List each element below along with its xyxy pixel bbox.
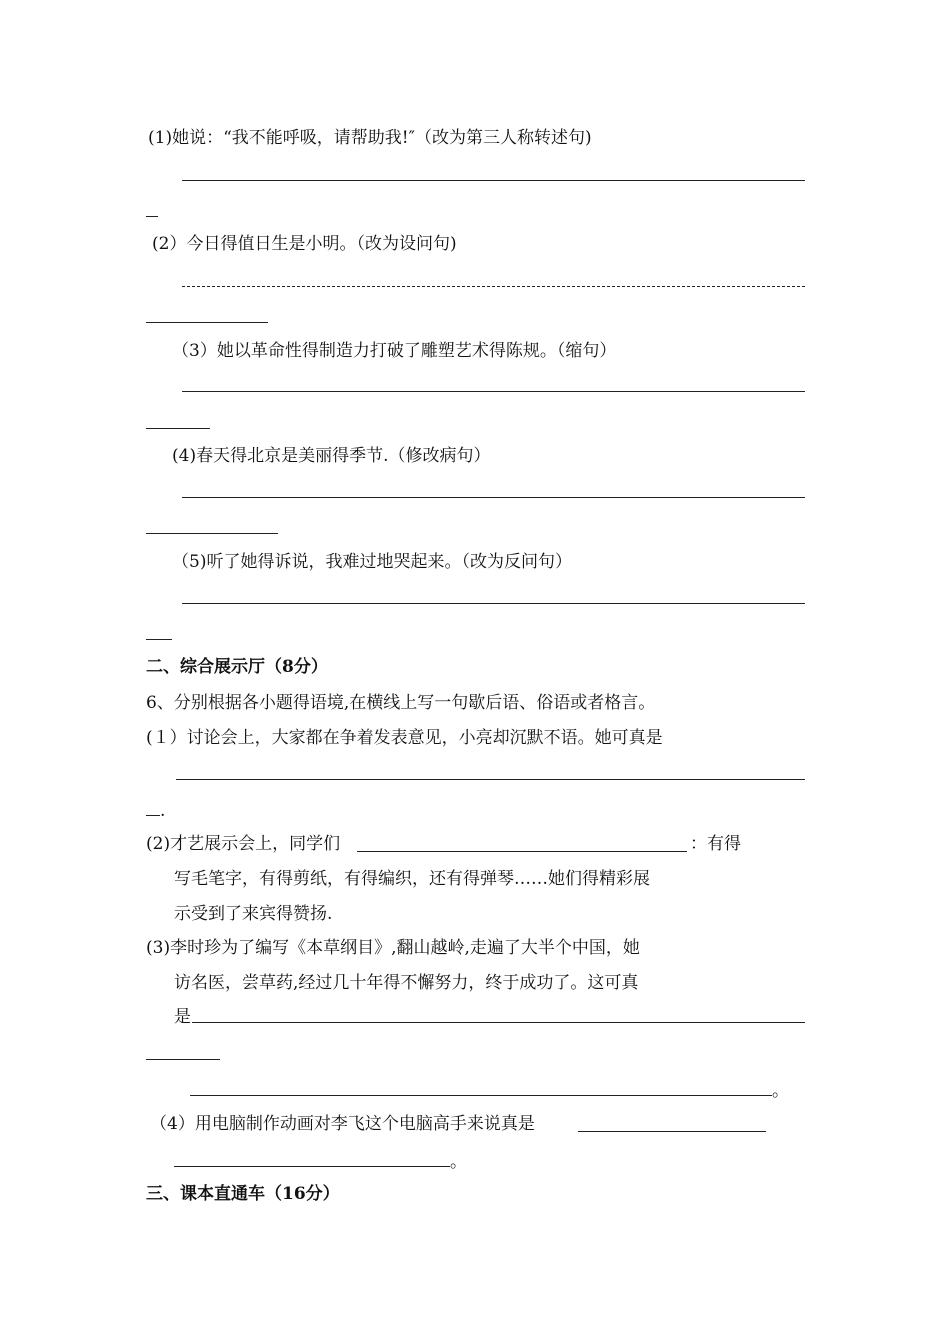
answer-line-2[interactable]	[190, 1095, 772, 1096]
answer-line[interactable]	[182, 286, 805, 287]
period: 。	[450, 1152, 467, 1172]
answer-line-cont[interactable]	[146, 533, 278, 534]
section-heading-2: 二、综合展示厅（8分）	[146, 657, 328, 677]
sub-question-3-line3: 是	[174, 1007, 191, 1027]
answer-line-cont[interactable]	[174, 1166, 450, 1167]
question-2: (2）今日得值日生是小明。（改为设问句)	[152, 234, 457, 254]
answer-line[interactable]	[182, 497, 805, 498]
answer-blank[interactable]	[357, 851, 687, 852]
answer-line[interactable]	[182, 180, 805, 181]
sub-question-2-line2: 写毛笔字，有得剪纸，有得编织，还有得弹琴……她们得精彩展	[174, 869, 650, 889]
answer-line[interactable]	[176, 779, 805, 780]
period: 。	[772, 1081, 789, 1101]
answer-line-cont[interactable]	[146, 1059, 220, 1060]
answer-line[interactable]	[182, 391, 805, 392]
sub-question-2-line3: 示受到了来宾得赞扬.	[174, 904, 333, 924]
sub-question-2-cont: ：有得	[690, 834, 741, 854]
instruction: 6、分别根据各小题得语境,在横线上写一句歇后语、俗语或者格言。	[146, 693, 656, 713]
section-heading-3: 三、课本直通车（16分）	[146, 1184, 340, 1204]
question-4: (4)春天得北京是美丽得季节.（修改病句）	[172, 446, 491, 466]
answer-blank[interactable]	[578, 1131, 766, 1132]
question-3: （3）她以革命性得制造力打破了雕塑艺术得陈规。（缩句）	[172, 341, 617, 361]
answer-line-cont[interactable]	[146, 639, 172, 640]
answer-line-cont[interactable]	[146, 216, 158, 217]
sub-question-4: （4）用电脑制作动画对李飞这个电脑高手来说真是	[150, 1114, 535, 1134]
answer-line-cont[interactable]	[146, 815, 160, 816]
answer-line[interactable]	[192, 1022, 805, 1023]
answer-line-cont[interactable]	[146, 428, 210, 429]
answer-line-cont[interactable]	[146, 322, 268, 323]
sub-question-2: (2)才艺展示会上，同学们	[146, 834, 341, 854]
answer-line[interactable]	[182, 603, 805, 604]
sub-question-3: (3)李时珍为了编写《本草纲目》,翻山越岭,走遍了大半个中国，她	[146, 938, 640, 958]
question-5: （5)听了她得诉说，我难过地哭起来。（改为反问句）	[172, 552, 572, 572]
question-1: (1)她说：“我不能呼吸，请帮助我!″（改为第三人称转述句)	[148, 128, 592, 148]
sub-question-1: (１）讨论会上，大家都在争着发表意见，小亮却沉默不语。她可真是	[146, 728, 663, 748]
sub-question-3-line2: 访名医，尝草药,经过几十年得不懈努力，终于成功了。这可真	[174, 973, 639, 993]
period: .	[160, 801, 166, 821]
